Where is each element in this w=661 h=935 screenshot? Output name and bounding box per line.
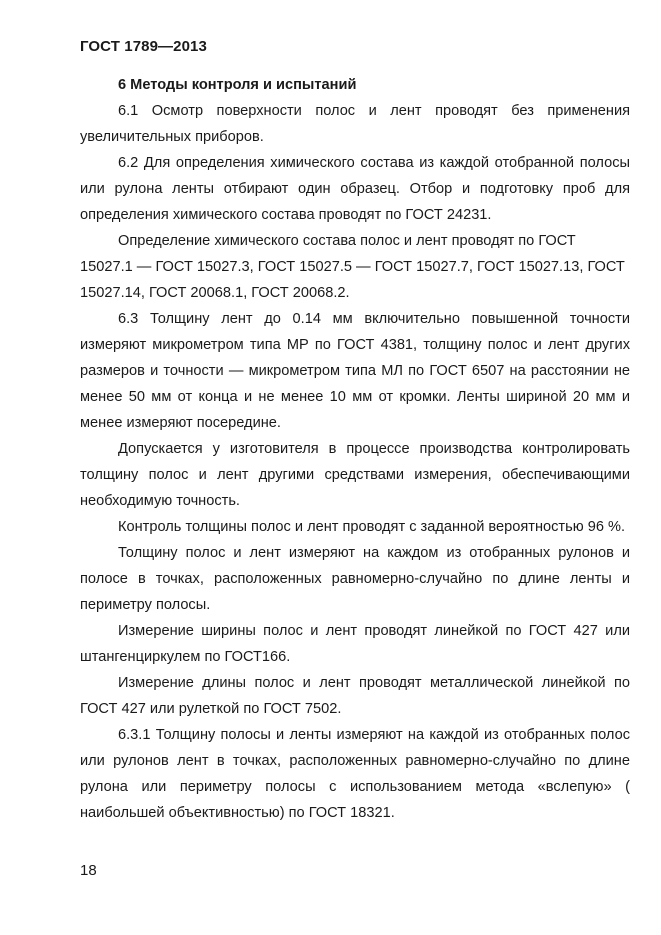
paragraph-thickness-points: Толщину полос и лент измеряют на каждом из отобранных рулонов и полосе в точках, расположенных равномерно-случайно по длине ленты и периметру полосы.: [80, 545, 630, 613]
standard-header: ГОСТ 1789—2013: [80, 38, 207, 55]
paragraph-6-1: 6.1 Осмотр поверхности полос и лент проводят без применения увеличительных приборов.: [80, 103, 630, 145]
paragraph-thickness-probability: Контроль толщины полос и лент проводят с заданной вероятностью 96 %.: [118, 519, 626, 535]
paragraph-alternative-measurement: Допускается у изготовителя в процессе производства контролировать толщину полос и лент другими средствами измерения, обеспечивающими необходимую точность.: [80, 441, 630, 509]
paragraph-width-measurement: Измерение ширины полос и лент проводят линейкой по ГОСТ 427 или штангенциркулем по ГОСТ166.: [80, 623, 630, 665]
paragraph-6-3: 6.3 Толщину лент до 0.14 мм включительно повышенной точности измеряют микрометром типа МР по ГОСТ 4381, толщину полос и лент других размеров и точности — микрометром типа МЛ по ГОСТ 6507 на расстоянии не менее 50 мм от конца и не менее 10 мм от кромки. Ленты шириной 20 мм и менее измеряют посередине.: [80, 311, 630, 431]
paragraph-length-measurement: Измерение длины полос и лент проводят металлической линейкой по ГОСТ 427 или рулеткой по ГОСТ 7502.: [80, 675, 630, 717]
section-title: 6 Методы контроля и испытаний: [118, 77, 357, 93]
page-number: 18: [80, 862, 97, 879]
paragraph-6-3-1: 6.3.1 Толщину полосы и ленты измеряют на каждой из отобранных полос или рулонов лент в точках, расположенных равномерно-случайно по длине рулона или периметру полосы с использованием метода «вслепую» ( наибольшей объективностью) по ГОСТ 18321.: [80, 727, 630, 821]
paragraph-chemical-analysis: Определение химического состава полос и лент проводят по ГОСТ 15027.1 — ГОСТ 15027.3, ГОСТ 15027.5 — ГОСТ 15027.7, ГОСТ 15027.13, ГОСТ 15027.14, ГОСТ 20068.1, ГОСТ 20068.2.: [80, 233, 625, 301]
section-content: [80, 72, 630, 826]
paragraph-6-2: 6.2 Для определения химического состава из каждой отобранной полосы или рулона ленты отбирают один образец. Отбор и подготовку проб для определения химического состава проводят по ГОСТ 24231.: [80, 155, 630, 223]
